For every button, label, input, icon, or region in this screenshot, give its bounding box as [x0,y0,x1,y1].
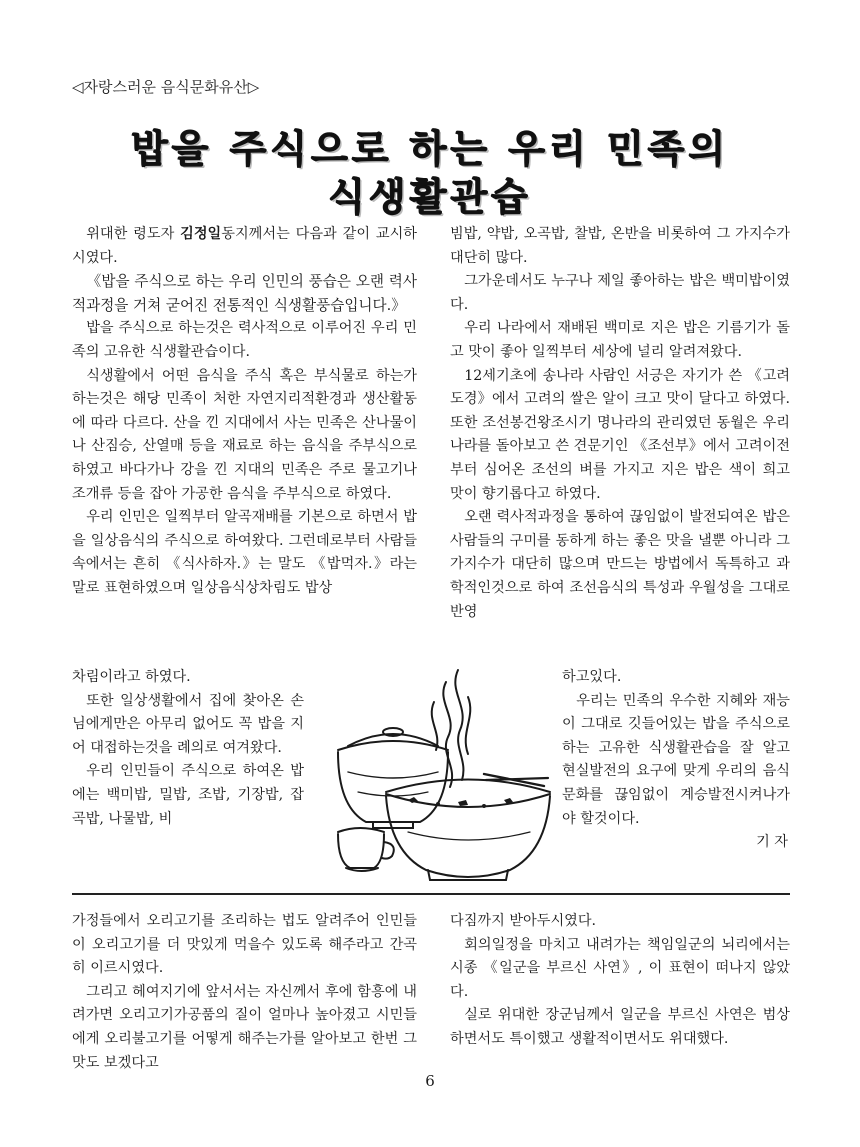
paragraph: 실로 위대한 장군님께서 일군을 부르신 사연은 범상하면서도 특이했고 생활적이면서도 위대했다. [450,1007,790,1047]
article-title-line-2: 식생활관습 [328,175,532,219]
quotation: 《밥을 주식으로 하는 우리 인민의 풍습은 오랜 력사적과정을 거쳐 굳어진 전통적인 식생활풍습입니다.》 [72,273,417,314]
leader-name: 김정일 [180,226,222,242]
rice-bowl-illustration [308,662,558,892]
paragraph: 또한 일상생활에서 집에 찾아온 손님에게만은 아무리 없어도 꼭 밥을 지어 대접하는것을 례의로 여겨왔다. [72,692,304,756]
continued-article-left [72,910,417,1075]
paragraph: 우리 인민들이 주식으로 하여온 밥에는 백미밥, 밀밥, 조밥, 기장밥, 잡곡밥, 나물밥, 비 [72,763,304,827]
paragraph: 오랜 력사적과정을 통하여 끊임없이 발전되여온 밥은 사람들의 구미를 동하게 하는 좋은 맛을 낼뿐 아니라 그 가지수가 대단히 많으며 만드는 방법에서 독특하고 과학적인것으로 하여 조선음식의 특성과 우월성을 그대로 반영 [450,509,790,620]
article-column-right-wrap [562,666,790,855]
article-column-left-wrap [72,666,304,831]
paragraph: 위대한 령도자 김정일동지께서는 다음과 같이 교시하시였다. [72,226,417,266]
paragraph: 밥을 주식으로 하는것은 력사적으로 이루어진 우리 민족의 고유한 식생활관습이다. [72,320,417,360]
section-tag: ◁자랑스러운 음식문화유산▷ [72,78,260,96]
paragraph: 다짐까지 받아두시였다. [450,913,597,929]
continued-article-right [450,910,790,1052]
paragraph: 빔밥, 약밥, 오곡밥, 찰밥, 온반을 비롯하여 그 가지수가 대단히 많다. [450,226,790,266]
author-signature: 기 자 [756,834,788,851]
paragraph: 우리 인민은 일찍부터 알곡재배를 기본으로 하면서 밥을 일상음식의 주식으로 하여왔다. 그런데로부터 사람들속에서는 흔히 《식사하자.》는 말도 《밥먹자.》라는 말로 표현하였으며 일상음식상차림도 밥상 [72,509,417,596]
paragraph: 차림이라고 하였다. [72,669,191,685]
paragraph: 그리고 헤여지기에 앞서서는 자신께서 후에 함흥에 내려가면 오리고기가공품의 질이 얼마나 높아졌고 시민들에게 오리불고기를 어떻게 해주는가를 알아보고 한번 그 맛도 보겠다고 [72,983,417,1071]
article-column-left [72,223,417,601]
paragraph: 식생활에서 어떤 음식을 주식 혹은 부식물로 하는가 하는것은 해당 민족이 처한 자연지리적환경과 생산활동에 따라 다르다. 산을 낀 지대에서 사는 민족은 산나물이나 산짐승, 산열매 등을 재료로 하는 음식을 주부식으로 하였고 바다가나 강을 낀 지대의 민족은 주로 물고기나 조개류 등을 잡아 가공한 음식을 주부식으로 하였다. [72,367,417,502]
paragraph: 12세기초에 송나라 사람인 서긍은 자기가 쓴 《고려도경》에서 고려의 쌀은 알이 크고 맛이 달다고 하였다. 또한 조선봉건왕조시기 명나라의 관리였던 동월은 우리 나라를 돌아보고 쓴 견문기인 《조선부》에서 고려이전부터 심어온 조선의 벼를 가지고 지은 밥은 색이 희고 맛이 향기롭다고 하였다. [450,367,790,502]
article-column-right [450,223,790,624]
paragraph: 우리 나라에서 재배된 백미로 지은 밥은 기름기가 돌고 맛이 좋아 일찍부터 세상에 널리 알려져왔다. [450,320,790,360]
article-title-line-1: 밥을 주식으로 하는 우리 민족의 [130,127,730,171]
paragraph: 그가운데서도 누구나 제일 좋아하는 밥은 백미밥이였다. [450,273,790,313]
paragraph: 가정들에서 오리고기를 조리하는 법도 알려주어 인민들이 오리고기를 더 맛있게 먹을수 있도록 해주라고 간곡히 이르시였다. [72,913,417,977]
paragraph: 회의일정을 마치고 내려가는 책임일군의 뇌리에서는 시종 《일군을 부르신 사연》, 이 표현이 떠나지 않았다. [450,936,790,1000]
paragraph: 우리는 민족의 우수한 지혜와 재능이 그대로 깃들어있는 밥을 주식으로 하는 고유한 식생활관습을 잘 알고 현실발전의 요구에 맞게 우리의 음식문화를 끊임없이 계승발전시켜나가야 할것이다. [562,692,790,827]
page-number: 6 [425,1072,435,1090]
section-divider [72,893,790,895]
paragraph: 하고있다. [562,669,622,685]
